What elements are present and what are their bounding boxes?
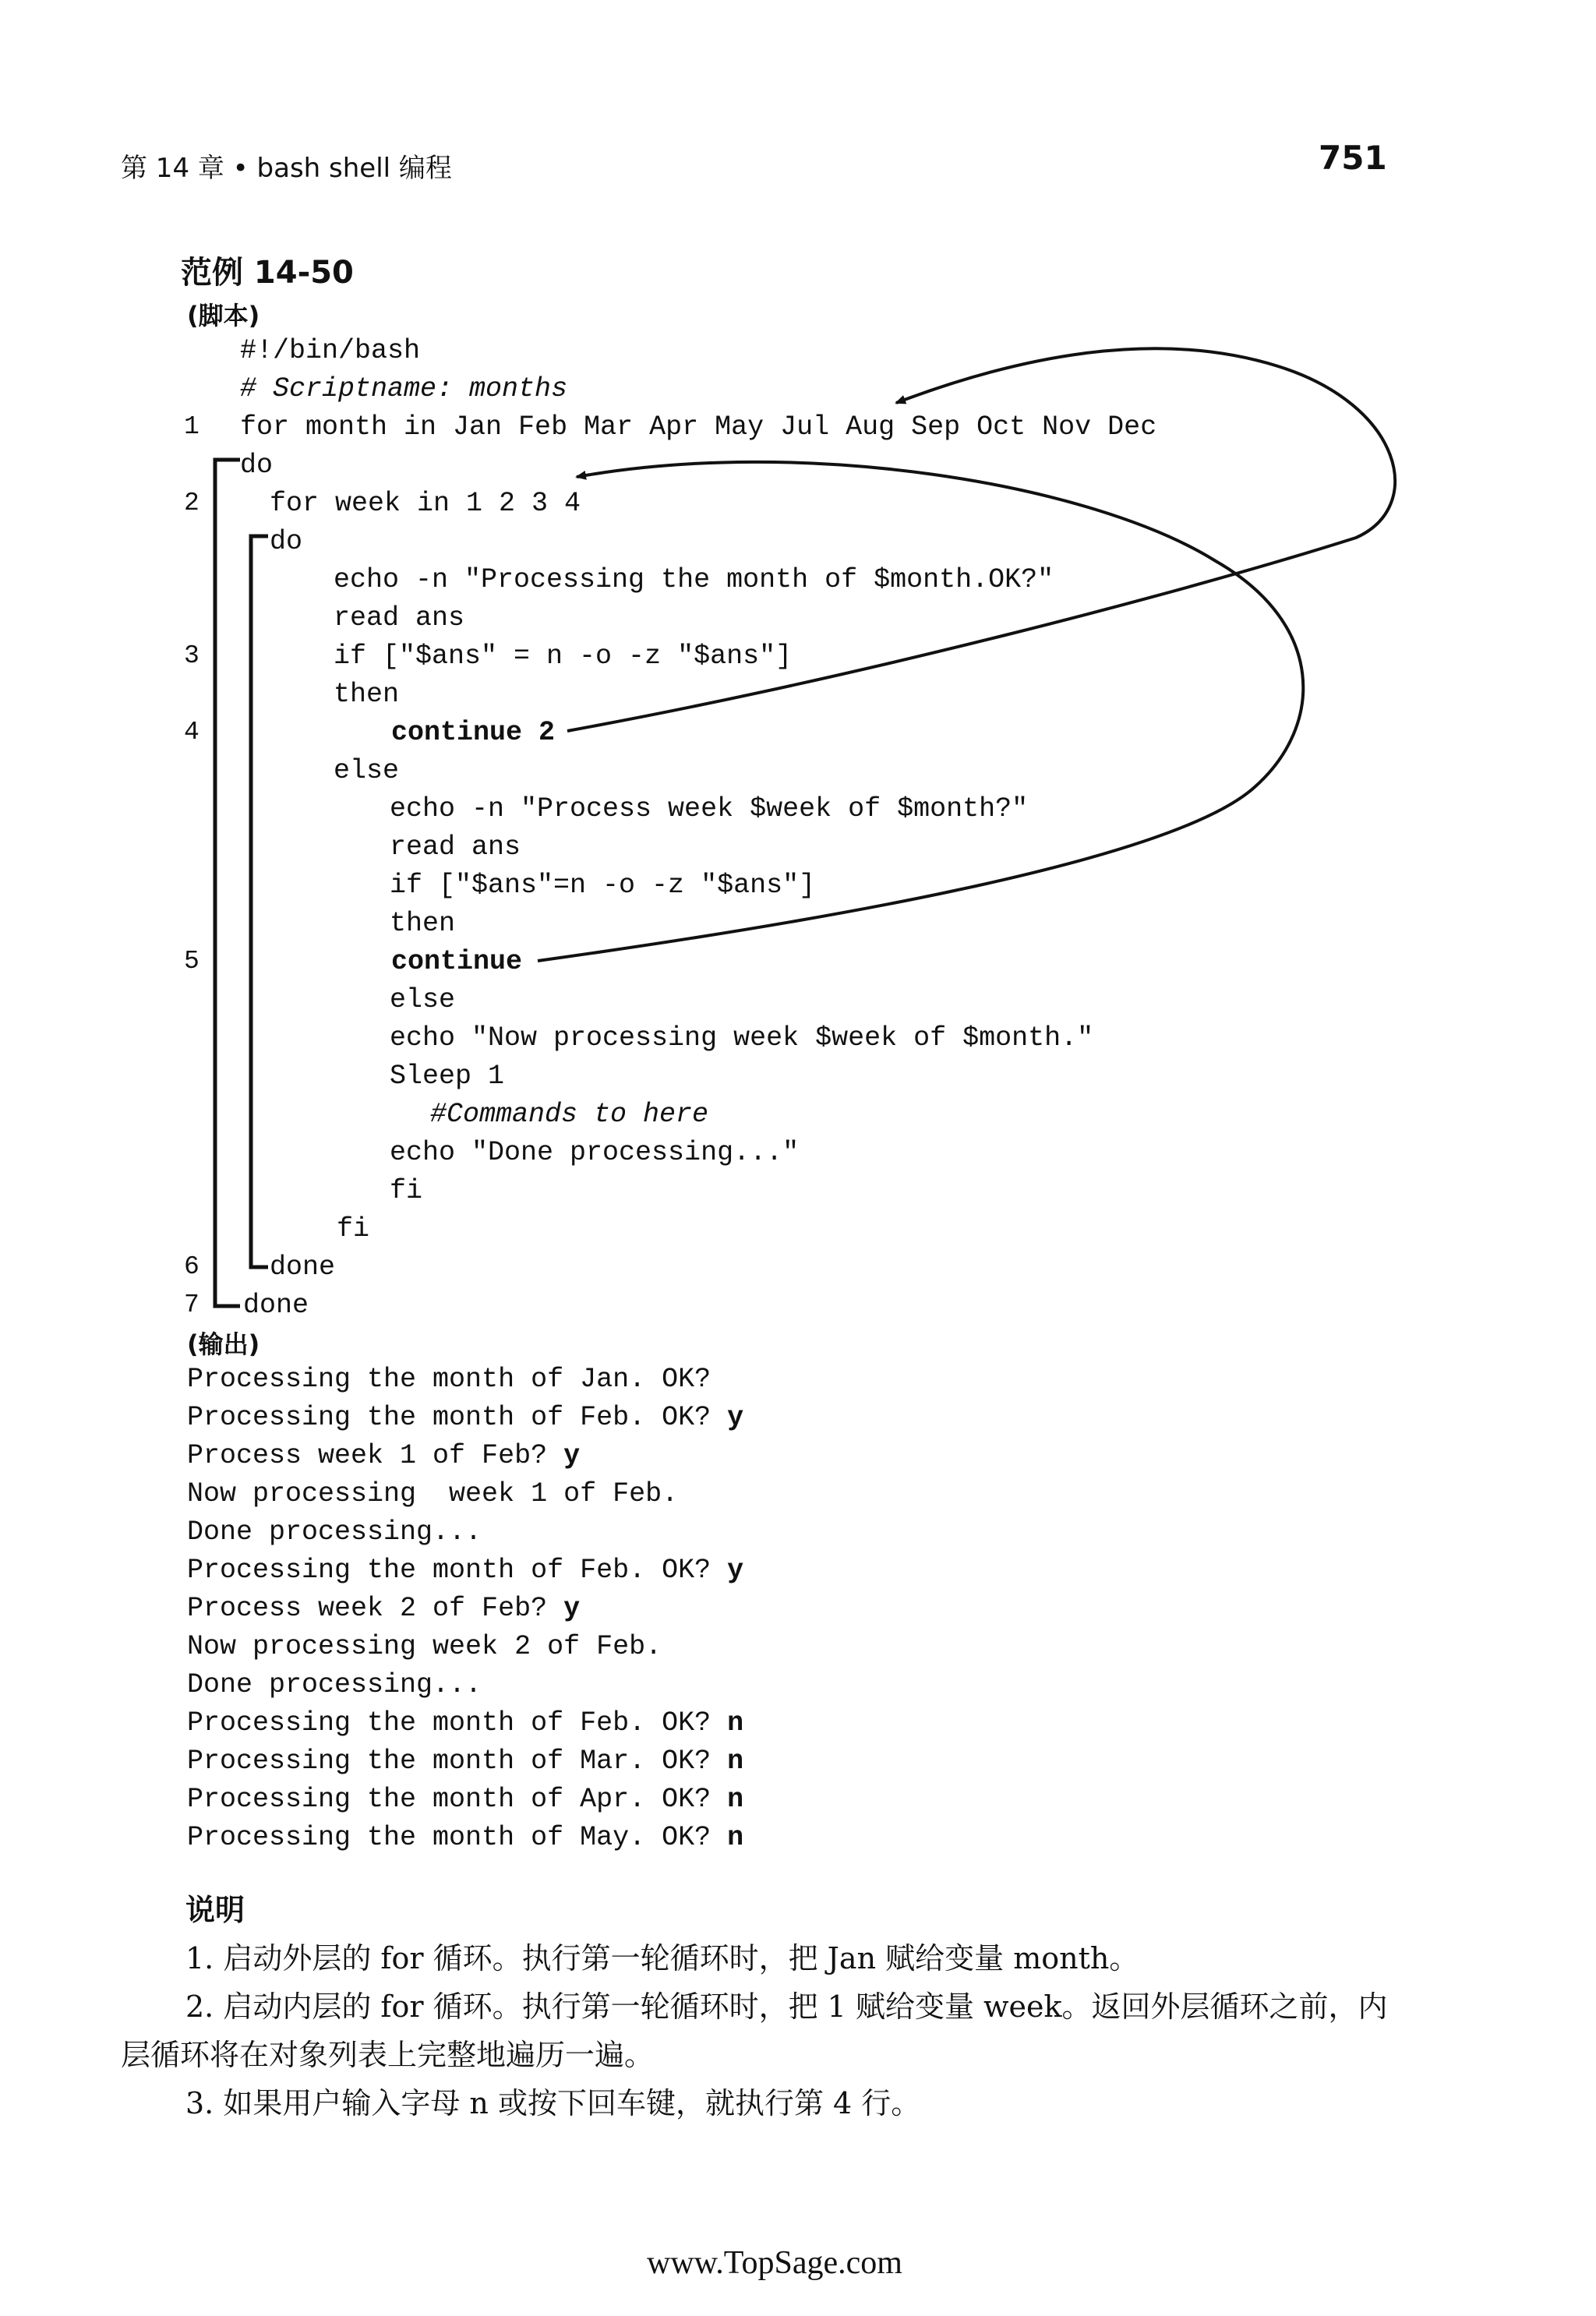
output-label: (输出) — [187, 1329, 260, 1359]
code-line: for month in Jan Feb Mar Apr May Jul Aug Sep Oct Nov Dec — [240, 411, 1157, 443]
code-line: done — [243, 1290, 309, 1321]
output-line: Now processing week 1 of Feb. — [187, 1478, 679, 1509]
output-line: Now processing week 2 of Feb. — [187, 1631, 662, 1662]
explanation-paragraph: 2. 启动内层的 for 循环。执行第一轮循环时，把 1 赋给变量 week。返回外层循环之前，内层循环将在对象列表上完整地遍历一遍。 — [121, 1989, 1388, 2072]
output-line: Done processing... — [187, 1516, 482, 1548]
line-number: 5 — [184, 947, 200, 976]
output-line: Processing the month of Mar. OK? n — [187, 1746, 744, 1777]
footer-url: www.TopSage.com — [647, 2245, 902, 2281]
user-input: n — [727, 1746, 744, 1777]
explanation-paragraph: 1. 启动外层的 for 循环。执行第一轮循环时，把 Jan 赋给变量 month。 — [185, 1941, 1139, 1975]
code-line: read ans — [334, 602, 465, 634]
output-line: Done processing... — [187, 1669, 482, 1700]
example-title: 范例 14-50 — [181, 255, 354, 291]
code-line: echo "Now processing week $week of $month." — [390, 1022, 1094, 1054]
code-line: fi — [337, 1213, 370, 1244]
code-comment: # Scriptname: months — [240, 373, 568, 404]
code-line: Sleep 1 — [390, 1061, 505, 1092]
output-line: Processing the month of Feb. OK? y — [187, 1402, 744, 1433]
code-line: #!/bin/bash — [240, 335, 421, 366]
chapter-header: 第 14 章 • bash shell 编程 — [121, 153, 452, 184]
outer-loop-bracket — [215, 460, 240, 1306]
user-input: y — [727, 1402, 744, 1433]
code-line: done — [270, 1252, 336, 1283]
code-line-bold: continue 2 — [391, 717, 556, 748]
line-number: 7 — [184, 1290, 200, 1319]
code-line: fi — [390, 1175, 423, 1206]
code-line: read ans — [390, 831, 521, 863]
output-line: Process week 1 of Feb? y — [187, 1440, 581, 1471]
user-input: n — [727, 1822, 744, 1853]
code-line: else — [390, 984, 456, 1015]
code-line-bold: continue — [391, 946, 523, 977]
output-line: Processing the month of Feb. OK? y — [187, 1555, 744, 1586]
code-line: do — [240, 450, 274, 481]
continue-2-arrow — [567, 348, 1395, 731]
code-line: else — [334, 755, 400, 786]
line-number: 4 — [184, 718, 200, 747]
output-line: Process week 2 of Feb? y — [187, 1593, 581, 1624]
code-line: then — [334, 679, 400, 710]
code-comment: #Commands to here — [430, 1099, 709, 1130]
user-input: n — [727, 1707, 744, 1739]
user-input: y — [563, 1440, 581, 1471]
line-number: 2 — [184, 489, 200, 517]
code-line: then — [390, 908, 456, 939]
line-number: 1 — [184, 412, 200, 441]
inner-loop-bracket — [251, 536, 268, 1267]
user-input: y — [727, 1555, 744, 1586]
explanation-heading: 说明 — [185, 1893, 245, 1927]
output-line: Processing the month of Jan. OK? — [187, 1364, 711, 1395]
code-line: echo -n "Processing the month of $month.OK?" — [334, 564, 1054, 595]
explanation-paragraph: 3. 如果用户输入字母 n 或按下回车键，就执行第 4 行。 — [185, 2086, 921, 2120]
code-line: do — [270, 526, 303, 557]
output-line: Processing the month of Feb. OK? n — [187, 1707, 744, 1739]
code-line: if ["$ans"=n -o -z "$ans"] — [390, 870, 816, 901]
user-input: y — [563, 1593, 581, 1624]
page-number: 751 — [1319, 139, 1387, 177]
script-label: (脚本) — [187, 301, 260, 330]
user-input: n — [727, 1784, 744, 1815]
line-number: 3 — [184, 641, 200, 670]
code-line: for week in 1 2 3 4 — [270, 488, 581, 519]
line-number: 6 — [184, 1252, 200, 1281]
code-line: echo -n "Process week $week of $month?" — [390, 793, 1029, 824]
output-line: Processing the month of Apr. OK? n — [187, 1784, 744, 1815]
code-line: echo "Done processing..." — [390, 1137, 800, 1168]
output-line: Processing the month of May. OK? n — [187, 1822, 744, 1853]
code-line: if ["$ans" = n -o -z "$ans"] — [334, 641, 793, 672]
